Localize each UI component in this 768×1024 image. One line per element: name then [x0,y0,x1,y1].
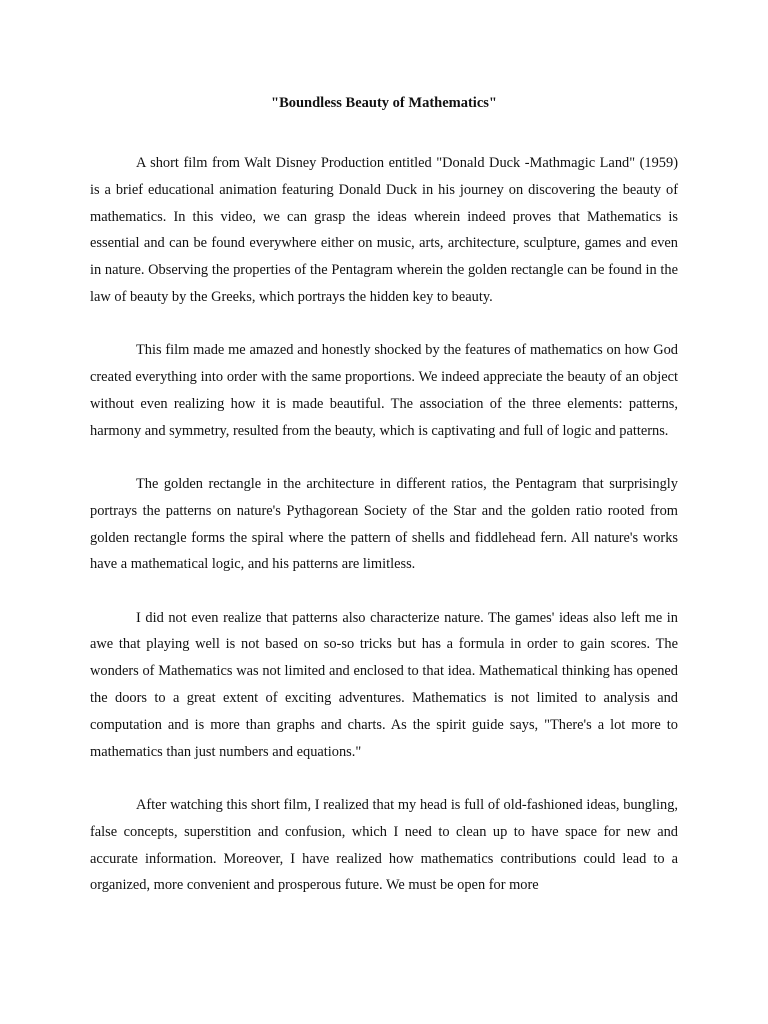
paragraph-1: A short film from Walt Disney Production entitled "Donald Duck -Mathmagic Land" (1959) is a brief educational animation featuring Donald Duck in his journey on discovering the beauty of mathematics. In this video, we can grasp the ideas wherein indeed proves that Mathematics is essential and can be found everywhere either on music, arts, architecture, sculpture, games and even in nature. Observing the properties of the Pentagram wherein the golden rectangle can be found in the law of beauty by the Greeks, which portrays the hidden key to beauty. [90,155,678,305]
paragraph-2: This film made me amazed and honestly shocked by the features of mathematics on how God created everything into order with the same proportions. We indeed appreciate the beauty of an object without even realizing how it is made beautiful. The association of the three elements: patterns, harmony and symmetry, resulted from the beauty, which is captivating and full of logic and patterns. [90,342,678,439]
document-title: "Boundless Beauty of Mathematics" [271,95,497,111]
paragraph-3: The golden rectangle in the architecture in different ratios, the Pentagram that surprisingly portrays the patterns on nature's Pythagorean Society of the Star and the golden ratio rooted from golden rectangle forms the spiral where the pattern of shells and fiddlehead fern. All nature's works have a mathematical logic, and his patterns are limitless. [90,475,678,573]
paragraph-5: After watching this short film, I realized that my head is full of old-fashioned ideas, bungling, false concepts, superstition and confusion, which I need to clean up to have space for new and accurate information. Moreover, I have realized how mathematics contributions could lead to a organized, more convenient and prosperous future. We must be open for more [90,796,678,894]
paragraph-4: I did not even realize that patterns also characterize nature. The games' ideas also left me in awe that playing well is not based on so-so tricks but has a formula in order to gain scores. The wonders of Mathematics was not limited and enclosed to that idea. Mathematical thinking has opened the doors to a great extent of exciting adventures. Mathematics is not limited to analysis and computation and is more than graphs and charts. As the spirit guide says, "There's a lot more to mathematics than just numbers and equations." [90,609,678,760]
document-body [90,150,678,926]
